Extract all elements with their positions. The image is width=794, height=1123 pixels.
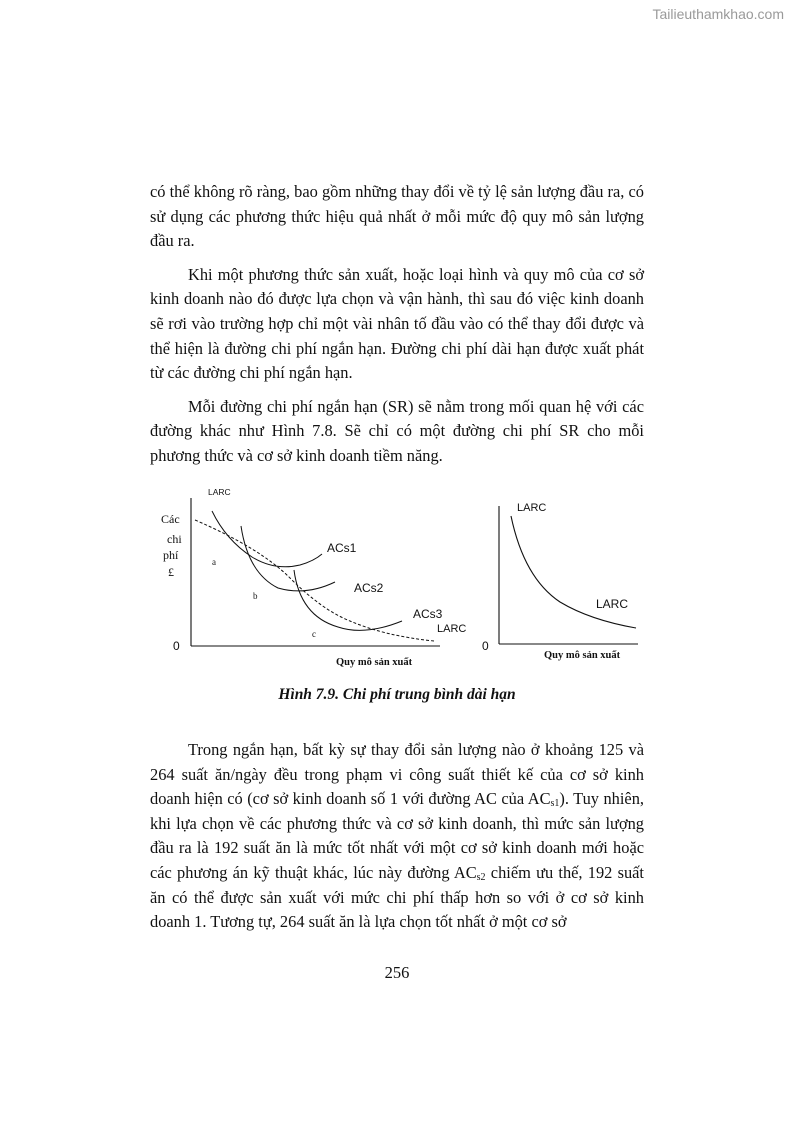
watermark: Tailieuthamkhao.com — [652, 6, 784, 22]
acs3-label: ACs3 — [413, 607, 443, 621]
paragraph-2: Khi một phương thức sản xuất, hoặc loại hình và quy mô của cơ sở kinh doanh nào đó được lựa chọn và vận hành, thì sau đó việc kinh doanh sẽ rơi vào trường hợp chỉ một vài nhân tố đầu vào có thể thay đổi được và thể hiện là đường chi phí ngắn hạn. Đường chi phí dài hạn được xuất phát từ các đường chi phí ngắn hạn. — [150, 264, 644, 383]
right-origin-label: 0 — [482, 639, 489, 653]
figure-caption: Hình 7.9. Chi phí trung bình dài hạn — [278, 686, 516, 703]
left-top-label: LARC — [208, 487, 231, 497]
right-top-label: LARC — [517, 502, 547, 514]
left-ylabel-line-1: Các — [161, 512, 180, 526]
left-xlabel: Quy mô sản xuất — [336, 657, 413, 668]
point-a-label: a — [212, 557, 216, 567]
paragraph-4-part-3: chiếm ưu thế, 192 suất ăn có thể được sản xuất với mức chi phí thấp hơn so với ở cơ sở kinh doanh 1. Tương tự, 264 suất ăn là lựa chọn tốt nhất ở một cơ sở — [150, 862, 644, 932]
left-larc-label: LARC — [437, 623, 467, 635]
point-c-label: c — [312, 629, 316, 639]
right-chart — [482, 502, 638, 661]
left-ylabel-line-3: phí — [163, 548, 179, 562]
paragraph-4 — [150, 738, 644, 935]
paragraph-4-subscript-1: s1 — [550, 798, 560, 810]
acs3-curve — [294, 570, 402, 630]
top-text-block — [150, 180, 644, 478]
right-larc-label: LARC — [596, 597, 629, 611]
figure-7-9 — [150, 478, 650, 678]
paragraph-4-part-2: ). Tuy nhiên, khi lựa chọn về các phương thức và cơ sở kinh doanh, thì mức sản lượng đầu ra là 192 suất ăn là mức tốt nhất với một cơ sở kinh doanh mới hoặc các phương án kỹ thuật khác, lúc này đường AC — [150, 789, 644, 882]
acs1-label: ACs1 — [327, 541, 357, 555]
left-origin-label: 0 — [173, 639, 180, 653]
bottom-text-block — [150, 738, 644, 944]
left-chart — [161, 487, 466, 668]
paragraph-4-subscript-2: s2 — [476, 871, 486, 883]
right-larc-curve — [511, 516, 636, 628]
paragraph-1: có thể không rõ ràng, bao gồm những thay đổi về tỷ lệ sản lượng đầu ra, có sử dụng các phương thức hiệu quả nhất ở mỗi mức độ quy mô sản lượng đầu ra. — [150, 182, 644, 251]
paragraph-3: Mỗi đường chi phí ngắn hạn (SR) sẽ nằm trong mối quan hệ với các đường khác như Hình 7.8. Sẽ chỉ có một đường chi phí SR cho mỗi phương thức và cơ sở kinh doanh tiềm năng. — [150, 396, 644, 465]
paragraph-4-part-1: Trong ngắn hạn, bất kỳ sự thay đổi sản lượng nào ở khoảng 125 và 264 suất ăn/ngày đều trong phạm vi công suất thiết kế của cơ sở kinh doanh hiện có (cơ sở kinh doanh số 1 với đường AC của AC — [150, 740, 644, 809]
page-number: 256 — [384, 963, 410, 982]
acs2-label: ACs2 — [354, 581, 384, 595]
left-ylabel-line-2: chi — [167, 532, 182, 546]
right-xlabel: Quy mô sản xuất — [544, 650, 621, 661]
point-b-label: b — [253, 591, 258, 601]
left-ylabel-line-4: £ — [168, 565, 174, 579]
figure-svg — [150, 478, 650, 678]
